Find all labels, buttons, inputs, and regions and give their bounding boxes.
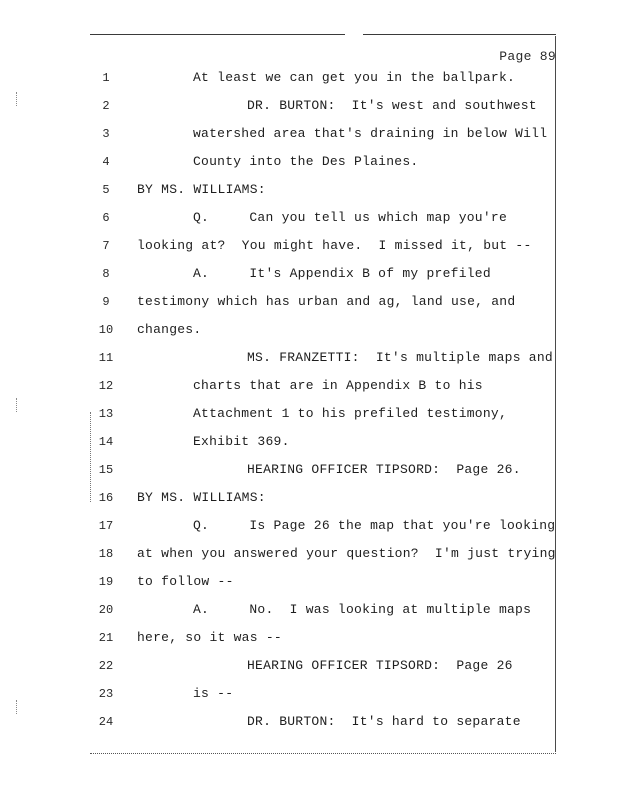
transcript-line: at when you answered your question? I'm just trying xyxy=(137,546,556,561)
transcript-line: At least we can get you in the ballpark. xyxy=(193,70,516,85)
transcript-line: is -- xyxy=(193,686,234,701)
top-border-rule xyxy=(90,34,556,35)
transcript-line: Q. Can you tell us which map you're xyxy=(193,210,507,225)
line-number: 13 xyxy=(98,407,114,421)
line-number: 6 xyxy=(102,211,110,225)
line-number: 23 xyxy=(98,687,114,701)
line-number: 20 xyxy=(98,603,114,617)
transcript-line: charts that are in Appendix B to his xyxy=(193,378,483,393)
transcript-line: DR. BURTON: It's west and southwest xyxy=(247,98,537,113)
transcript-line: A. It's Appendix B of my prefiled xyxy=(193,266,491,281)
line-number: 15 xyxy=(98,463,114,477)
transcript-line: Attachment 1 to his prefiled testimony, xyxy=(193,406,507,421)
transcript-line: here, so it was -- xyxy=(137,630,282,645)
top-border-gap xyxy=(345,32,363,37)
transcript-line: Q. Is Page 26 the map that you're looking xyxy=(193,518,556,533)
line-number: 18 xyxy=(98,547,114,561)
transcript-line: watershed area that's draining in below Will xyxy=(193,126,548,141)
transcript-line: HEARING OFFICER TIPSORD: Page 26 xyxy=(247,658,513,673)
line-number: 5 xyxy=(102,183,110,197)
transcript-line: DR. BURTON: It's hard to separate xyxy=(247,714,521,729)
line-number: 12 xyxy=(98,379,114,393)
line-number: 24 xyxy=(98,715,114,729)
transcript-line: HEARING OFFICER TIPSORD: Page 26. xyxy=(247,462,521,477)
line-number: 10 xyxy=(98,323,114,337)
line-number: 1 xyxy=(102,71,110,85)
line-number: 19 xyxy=(98,575,114,589)
line-number: 11 xyxy=(98,351,114,365)
scan-speck-mark xyxy=(16,700,21,714)
transcript-line: to follow -- xyxy=(137,574,234,589)
transcript-line: Exhibit 369. xyxy=(193,434,290,449)
page-number: Page 89 xyxy=(499,49,556,64)
line-number: 14 xyxy=(98,435,114,449)
transcript-page-frame xyxy=(90,34,556,754)
line-number: 16 xyxy=(98,491,114,505)
transcript-line: MS. FRANZETTI: It's multiple maps and xyxy=(247,350,553,365)
right-border-rule xyxy=(555,36,556,752)
scan-speck-mark xyxy=(16,398,21,412)
transcript-line: BY MS. WILLIAMS: xyxy=(137,490,266,505)
line-number: 3 xyxy=(102,127,110,141)
line-number: 7 xyxy=(102,239,110,253)
left-margin-rule xyxy=(90,412,91,502)
bottom-border-rule xyxy=(90,753,556,754)
line-number: 4 xyxy=(102,155,110,169)
transcript-line: BY MS. WILLIAMS: xyxy=(137,182,266,197)
line-number: 8 xyxy=(102,267,110,281)
transcript-line: A. No. I was looking at multiple maps xyxy=(193,602,532,617)
line-number: 21 xyxy=(98,631,114,645)
line-number: 17 xyxy=(98,519,114,533)
transcript-line: County into the Des Plaines. xyxy=(193,154,419,169)
line-number: 22 xyxy=(98,659,114,673)
line-number: 2 xyxy=(102,99,110,113)
scan-speck-mark xyxy=(16,92,21,106)
transcript-line: looking at? You might have. I missed it, but -- xyxy=(137,238,532,253)
line-number: 9 xyxy=(102,295,110,309)
transcript-line: testimony which has urban and ag, land use, and xyxy=(137,294,516,309)
transcript-line: changes. xyxy=(137,322,202,337)
